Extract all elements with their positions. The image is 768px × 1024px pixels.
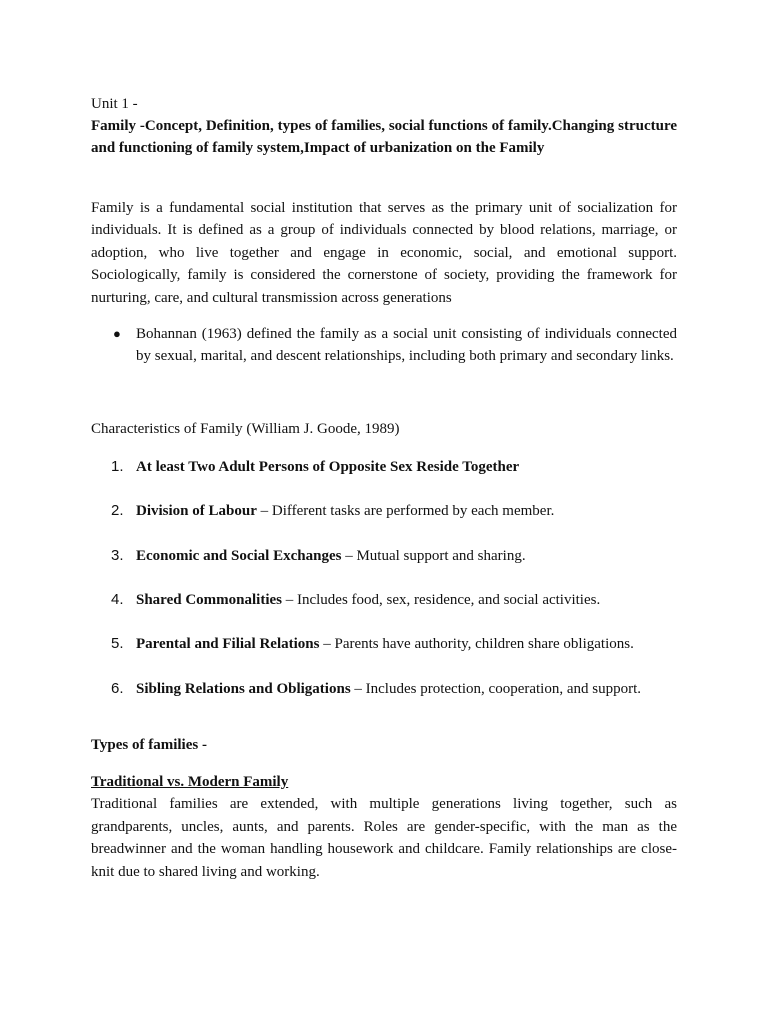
characteristic-desc: – Includes food, sex, residence, and social activities.: [281, 592, 601, 609]
list-number: 3.: [111, 546, 124, 564]
document-heading: Family -Concept, Definition, types of families, social functions of family.Changing structure and functioning of family system,Impact of urbanization on the Family: [91, 118, 677, 156]
characteristic-title: Division of Labour: [136, 503, 257, 520]
bullet-text: Bohannan (1963) defined the family as a social unit consisting of individuals connected by sexual, marital, and descent relationships, including both primary and secondary links.: [136, 326, 677, 365]
unit-label: Unit 1 -: [91, 96, 138, 112]
list-item: [91, 678, 677, 700]
characteristic-desc: – Includes protection, cooperation, and support.: [350, 680, 641, 697]
list-number: 2.: [111, 502, 124, 520]
list-item: [91, 545, 677, 567]
bullet-icon: ●: [113, 326, 121, 342]
traditional-modern-heading: Traditional vs. Modern Family: [91, 774, 289, 791]
list-number: 5.: [111, 635, 124, 653]
types-title: Types of families -: [91, 737, 207, 754]
definition-bullet-list: [91, 323, 677, 368]
intro-paragraph: Family is a fundamental social institution that serves as the primary unit of socialization for individuals. It is defined as a group of individuals connected by blood relations, marriage, or adoption, who live together and engage in economic, social, and emotional support. Sociologically, family is considered the cornerstone of society, providing the framework for nurturing, care, and cultural transmission across generations: [91, 200, 677, 306]
list-item: [91, 589, 677, 611]
list-item: [91, 456, 677, 478]
document-page: [91, 93, 677, 883]
list-number: 6.: [111, 679, 124, 697]
characteristic-title: Shared Commonalities: [136, 592, 282, 609]
characteristic-title: At least Two Adult Persons of Opposite Sex Reside Together: [136, 458, 520, 475]
characteristic-desc: – Mutual support and sharing.: [341, 547, 526, 564]
characteristic-title: Parental and Filial Relations: [136, 636, 320, 653]
characteristic-title: Economic and Social Exchanges: [136, 547, 342, 564]
characteristic-title: Sibling Relations and Obligations: [136, 680, 351, 697]
characteristics-title: Characteristics of Family (William J. Goode, 1989): [91, 420, 400, 437]
list-item: [91, 633, 677, 655]
list-item: [91, 323, 677, 368]
list-number: 1.: [111, 457, 124, 475]
characteristic-desc: – Different tasks are performed by each member.: [256, 503, 555, 520]
characteristic-desc: – Parents have authority, children share obligations.: [319, 636, 634, 653]
list-item: [91, 500, 677, 522]
traditional-paragraph: Traditional families are extended, with multiple generations living together, such as grandparents, uncles, aunts, and parents. Roles are gender-specific, with the man as the breadwinner and the woman handling housework and childcare. Family relationships are close-knit due to shared living and working.: [91, 796, 677, 880]
characteristics-list: [91, 456, 677, 700]
list-number: 4.: [111, 591, 124, 609]
